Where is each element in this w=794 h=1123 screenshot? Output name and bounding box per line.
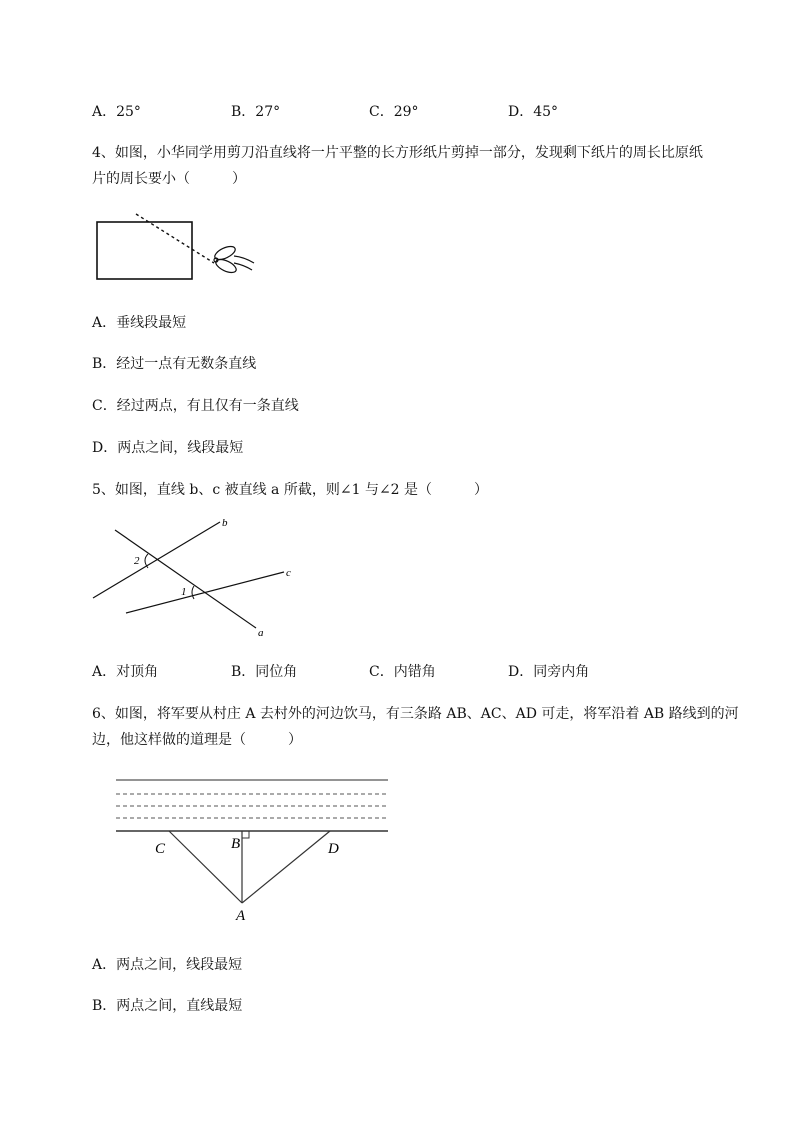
q4-option-b: B．经过一点有无数条直线 <box>92 356 257 372</box>
q6-option-b: B．两点之间，直线最短 <box>92 998 243 1014</box>
q3-option-d: D．45° <box>508 104 559 120</box>
label-c: C <box>155 841 166 857</box>
q5-option-d: D．同旁内角 <box>508 664 590 680</box>
q6-figure <box>110 770 395 925</box>
q5-option-c: C．内错角 <box>369 664 436 680</box>
q4-option-a: A．垂线段最短 <box>92 315 187 331</box>
q6-option-a: A．两点之间，线段最短 <box>92 957 243 973</box>
q4-stem-line1: 4、如图，小华同学用剪刀沿直线将一片平整的长方形纸片剪掉一部分，发现剩下纸片的周长比原纸 <box>92 145 703 161</box>
label-d: D <box>328 841 339 857</box>
label-b: B <box>231 836 241 852</box>
q4-stem-line2: 片的周长要小（ ） <box>92 171 246 187</box>
line-b <box>93 522 220 598</box>
q5-option-a: A．对顶角 <box>92 664 159 680</box>
label-b: b <box>222 517 228 529</box>
right-angle-mark <box>242 831 249 838</box>
q4-option-d: D．两点之间，线段最短 <box>92 440 244 456</box>
label-a: a <box>258 627 264 639</box>
label-angle-2: 2 <box>134 555 140 567</box>
q3-option-b: B．27° <box>231 104 281 120</box>
path-ad <box>242 831 330 903</box>
q6-stem-line2: 边，他这样做的道理是（ ） <box>92 732 302 748</box>
q5-option-b: B．同位角 <box>231 664 298 680</box>
label-c: c <box>286 567 291 579</box>
q4-option-c: C．经过两点，有且仅有一条直线 <box>92 398 299 414</box>
q6-stem-line1: 6、如图，将军要从村庄 A 去村外的河边饮马，有三条路 AB、AC、AD 可走，将军沿着 AB 路线到的河 <box>92 706 739 722</box>
label-a: A <box>236 908 246 924</box>
paper-rectangle <box>97 222 192 279</box>
label-angle-1: 1 <box>181 586 187 598</box>
angle-1-arc <box>192 586 194 599</box>
q5-stem: 5、如图，直线 b、c 被直线 a 所截，则∠1 与∠2 是（ ） <box>92 482 489 498</box>
line-a <box>115 530 256 628</box>
scissors-icon <box>213 244 254 275</box>
q3-option-c: C．29° <box>369 104 419 120</box>
q4-figure <box>92 210 262 285</box>
q5-figure <box>90 512 310 642</box>
q3-option-a: A．25° <box>92 104 141 120</box>
